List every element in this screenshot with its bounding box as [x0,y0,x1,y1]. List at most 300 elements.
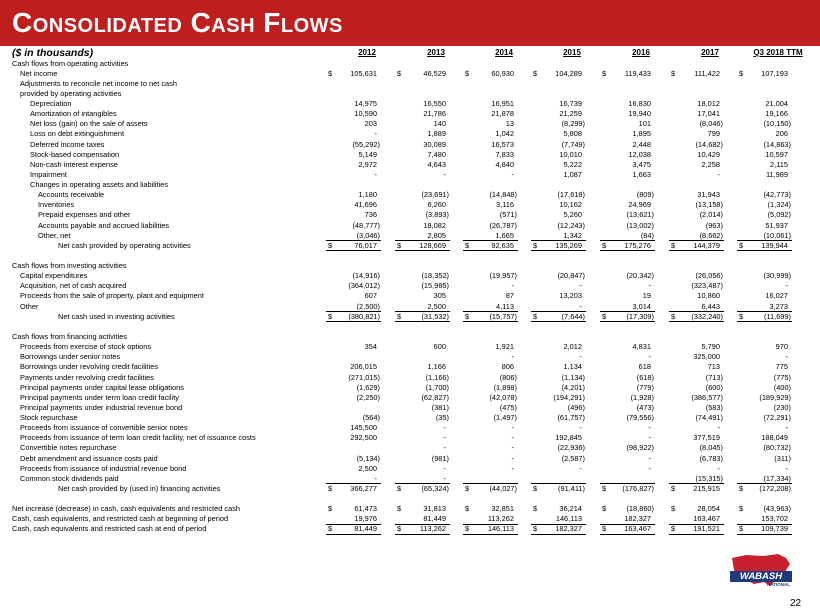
value-cell: 128,669 [419,240,446,250]
value-cell: - [717,463,720,473]
row-label: Proceeds from exercise of stock options [20,342,152,352]
value-cell: - [717,169,720,179]
table-row [0,302,820,312]
value-cell: (8,299) [561,119,585,129]
table-row [0,231,820,241]
value-cell: 135,269 [555,240,582,250]
value-cell: (44,027) [489,483,517,493]
value-cell: (618) [636,372,654,382]
row-label: Principal payments under industrial revenue bond [20,402,183,412]
value-cell: 18,082 [423,220,446,230]
dollar-sign: $ [397,68,402,78]
table-row [0,261,820,271]
row-label: Inventories [38,200,75,210]
dollar-sign: $ [533,504,538,514]
table-row [0,160,820,170]
value-cell: 31,813 [423,504,446,514]
row-label: Cash flows from financing activities [12,332,128,341]
value-cell: 1,180 [358,190,377,200]
value-cell: (5,092) [767,210,791,220]
value-cell: (84) [640,230,654,240]
value-cell: (18,860) [626,504,654,514]
row-label: Adjustments to reconcile net income to net cash [20,78,177,88]
value-cell: (98,922) [626,443,654,453]
value-cell: (386,577) [691,392,723,402]
value-cell: (61,757) [557,413,585,423]
value-cell: - [443,443,446,453]
value-cell: 10,597 [765,149,788,159]
dollar-sign: $ [328,483,333,493]
value-cell: 28,054 [697,504,720,514]
value-cell: 713 [707,362,720,372]
value-cell: - [785,352,788,362]
row-label: Convertible notes repurchase [20,443,117,453]
row-label: Net cash provided by operating activities [58,240,191,250]
row-label: Payments under revolving credit facilities [20,372,154,382]
row-label: Borrowings under revolving credit facilities [20,362,159,372]
value-cell: (13,158) [695,200,723,210]
value-cell: (1,324) [767,200,791,210]
value-cell: 1,134 [563,362,582,372]
value-cell: (2,014) [699,210,723,220]
value-cell: 607 [364,291,377,301]
value-cell: 101 [638,119,651,129]
value-cell: 775 [775,362,788,372]
value-cell: 2,500 [358,463,377,473]
value-cell: (17,334) [763,473,791,483]
value-cell: (713) [705,372,723,382]
table-row [0,291,820,301]
column-header: 2015 [563,48,581,57]
value-cell: 107,193 [761,68,788,78]
value-cell: (20,847) [557,271,585,281]
value-cell: - [511,463,514,473]
value-cell: - [648,281,651,291]
dollar-sign: $ [739,311,744,321]
value-cell: (1,134) [561,372,585,382]
value-cell: 2,972 [358,159,377,169]
value-cell: (194,291) [553,392,585,402]
value-cell: 17,041 [697,109,720,119]
row-label: Prepaid expenses and other [38,210,131,220]
value-cell: (74,491) [695,413,723,423]
row-label: Other, net [38,230,71,240]
value-cell: 105,631 [350,68,377,78]
dollar-sign: $ [602,68,607,78]
value-cell: 61,473 [354,504,377,514]
value-cell: 5,260 [563,210,582,220]
value-cell: (15,985) [421,281,449,291]
dollar-sign: $ [397,240,402,250]
underline-rule [737,534,792,535]
value-cell: 109,739 [761,524,788,534]
value-cell: - [717,423,720,433]
row-label: Proceeds from issuance of term loan credit facility, net of issuance costs [20,433,256,443]
table-row [0,150,820,160]
value-cell: (15,315) [695,473,723,483]
row-label: Net income [20,68,58,78]
value-cell: - [648,423,651,433]
value-cell: 145,500 [350,423,377,433]
value-cell: (1,700) [425,382,449,392]
value-cell: 175,276 [624,240,651,250]
value-cell: 18,012 [697,99,720,109]
value-cell: 19,166 [765,109,788,119]
row-label: provided by operating activities [20,88,122,98]
table-row [0,170,820,180]
value-cell: 30,089 [423,139,446,149]
value-cell: 24,969 [628,200,651,210]
value-cell: (17,309) [626,311,654,321]
value-cell: - [511,433,514,443]
dollar-sign: $ [533,524,538,534]
column-header: 2012 [358,48,376,57]
table-row [0,241,820,251]
dollar-sign: $ [602,311,607,321]
row-label: Other [20,301,39,311]
value-cell: - [579,352,582,362]
value-cell: (3,893) [425,210,449,220]
value-cell: 46,529 [423,68,446,78]
value-cell: 3,273 [769,301,788,311]
value-cell: (1,629) [356,382,380,392]
value-cell: 60,930 [491,68,514,78]
value-cell: 144,379 [693,240,720,250]
value-cell: 21,259 [559,109,582,119]
value-cell: (18,352) [421,271,449,281]
value-cell: - [511,453,514,463]
table-row [0,403,820,413]
value-cell: - [443,169,446,179]
row-label: Cash flows from investing activities [12,261,127,271]
value-cell: (43,963) [763,504,791,514]
value-cell: (963) [705,220,723,230]
value-cell: (79,556) [626,413,654,423]
value-cell: 4,840 [495,159,514,169]
value-cell: - [579,301,582,311]
value-cell: 21,786 [423,109,446,119]
value-cell: 600 [433,342,446,352]
value-cell: 2,805 [427,230,446,240]
value-cell: - [511,423,514,433]
row-label: Proceeds from issuance of industrial revenue bond [20,463,187,473]
value-cell: 111,422 [694,68,720,78]
row-label: Non-cash interest expense [30,159,118,169]
value-cell: 206 [775,129,788,139]
value-cell: 76,017 [354,240,377,250]
table-row [0,271,820,281]
column-header: 2016 [632,48,650,57]
row-label: Deferred income taxes [30,139,105,149]
value-cell: (10,061) [763,230,791,240]
value-cell: - [443,473,446,483]
table-row [0,312,820,322]
value-cell: (189,929) [759,392,791,402]
table-row [0,332,820,342]
table-row [0,140,820,150]
dollar-sign: $ [602,240,607,250]
value-cell: (564) [362,413,380,423]
value-cell: (17,618) [557,190,585,200]
value-cell: 3,116 [496,200,514,210]
dollar-sign: $ [671,68,676,78]
value-cell: - [648,463,651,473]
table-row [0,383,820,393]
value-cell: (311) [774,453,791,463]
value-cell: (6,783) [699,453,723,463]
row-label: Stock-based compensation [30,149,120,159]
value-cell: (8,662) [699,230,723,240]
value-cell: - [511,443,514,453]
value-cell: (42,078) [489,392,517,402]
value-cell: 146,113 [555,514,582,524]
table-row [0,524,820,534]
underline-rule [395,534,450,535]
value-cell: (91,411) [558,483,585,493]
value-cell: 163,467 [693,514,720,524]
dollar-sign: $ [397,311,402,321]
value-cell: 92,635 [491,240,514,250]
row-label: Proceeds from issuance of convertible senior notes [20,423,188,433]
value-cell: 6,260 [427,200,446,210]
value-cell: 970 [775,342,788,352]
value-cell: (4,201) [561,382,585,392]
table-row [0,89,820,99]
value-cell: - [374,129,377,139]
row-label: Loss on debt extinguishment [30,129,125,139]
value-cell: 1,663 [632,169,651,179]
value-cell: (271,015) [348,372,380,382]
table-row [0,474,820,484]
dollar-sign: $ [465,311,470,321]
value-cell: 1,665 [495,230,514,240]
value-cell: 81,449 [354,524,377,534]
column-header: 2013 [427,48,445,57]
dollar-sign: $ [465,240,470,250]
value-cell: (14,863) [763,139,791,149]
value-cell: 139,944 [761,240,788,250]
value-cell: - [648,352,651,362]
row-label: Cash, cash equivalents and restricted cash at end of period [12,524,207,534]
dollar-sign: $ [328,524,333,534]
value-cell: 1,166 [427,362,446,372]
value-cell: (381) [431,402,449,412]
value-cell: (473) [636,402,654,412]
value-cell: 182,327 [624,514,651,524]
dollar-sign: $ [602,504,607,514]
value-cell: (2,250) [356,392,380,402]
column-header: 2014 [495,48,513,57]
value-cell: 10,010 [559,149,582,159]
value-cell: (20,342) [626,271,654,281]
value-cell: 1,342 [563,230,582,240]
value-cell: (13,621) [626,210,654,220]
row-label: Common stock dividends paid [20,473,119,483]
value-cell: 11,989 [765,169,788,179]
page-number: 22 [790,598,802,609]
value-cell: 32,851 [491,504,514,514]
dollar-sign: $ [739,240,744,250]
title-bar [0,0,820,46]
value-cell: 13,203 [559,291,582,301]
table-row [0,109,820,119]
value-cell: 10,860 [697,291,720,301]
value-cell: 618 [638,362,651,372]
value-cell: - [648,433,651,443]
value-cell: 4,643 [427,159,446,169]
row-label: Net loss (gain) on the sale of assets [30,119,148,129]
value-cell: 354 [364,342,377,352]
dollar-sign: $ [397,524,402,534]
dollar-sign: $ [533,240,538,250]
table-row [0,221,820,231]
value-cell: (10,150) [763,119,791,129]
value-cell: (80,732) [763,443,791,453]
row-label: Amortization of intangibles [30,109,117,119]
value-cell: 5,222 [563,159,582,169]
value-cell: - [785,423,788,433]
row-label: Acquisition, net of cash acquired [20,281,127,291]
value-cell: (14,848) [489,190,517,200]
value-cell: (7,749) [561,139,585,149]
row-label: Cash flows from operating activities [12,58,129,68]
value-cell: 799 [707,129,720,139]
underline-rule [463,534,518,535]
value-cell: 21,878 [491,109,514,119]
row-label: Net increase (decrease) in cash, cash equivalents and restricted cash [12,504,240,514]
dollar-sign: $ [739,483,744,493]
value-cell: 16,027 [765,291,788,301]
value-cell: (22,936) [557,443,585,453]
value-cell: 119,433 [624,68,651,78]
value-cell: 16,739 [559,99,582,109]
dollar-sign: $ [328,240,333,250]
value-cell: 113,262 [487,514,514,524]
value-cell: 203 [364,119,377,129]
value-cell: 292,500 [350,433,377,443]
table-row [0,210,820,220]
value-cell: (230) [773,402,791,412]
value-cell: 1,895 [632,129,651,139]
value-cell: 16,951 [491,99,514,109]
value-cell: 146,113 [487,524,514,534]
value-cell: (7,644) [561,311,585,321]
value-cell: 12,038 [628,149,651,159]
value-cell: (2,587) [561,453,585,463]
value-cell: 19,940 [628,109,651,119]
value-cell: (332,240) [691,311,723,321]
table-row [0,200,820,210]
value-cell: - [443,463,446,473]
table-row [0,484,820,494]
value-cell: 366,277 [350,483,377,493]
dollar-sign: $ [602,524,607,534]
value-cell: (496) [567,402,585,412]
value-cell: 4,831 [632,342,651,352]
value-cell: 1,889 [427,129,446,139]
row-label: Principal payments under capital lease obligations [20,382,184,392]
underline-rule [326,534,381,535]
dollar-sign: $ [533,68,538,78]
dollar-sign: $ [397,483,402,493]
value-cell: (1,898) [493,382,517,392]
dollar-sign: $ [328,68,333,78]
underline-rule [531,534,586,535]
value-cell: 19,976 [354,514,377,524]
dollar-sign: $ [671,524,676,534]
value-cell: 51,937 [765,220,788,230]
value-cell: 13 [505,119,514,129]
value-cell: (2,500) [356,301,380,311]
value-cell: (62,827) [421,392,449,402]
row-label: Cash, cash equivalents, and restricted cash at beginning of period [12,514,229,524]
value-cell: 2,258 [701,159,720,169]
value-cell: 113,262 [419,524,446,534]
value-cell: (30,999) [763,271,791,281]
value-cell: 806 [501,362,514,372]
value-cell: (11,699) [764,311,791,321]
page-title: Consolidated Cash Flows [12,7,343,38]
value-cell: 10,162 [559,200,582,210]
value-cell: 87 [505,291,514,301]
row-label: Principal payments under term loan credit facility [20,392,179,402]
value-cell: (12,243) [557,220,585,230]
value-cell: (1,497) [493,413,517,423]
row-label: Net cash provided by (used in) financing activities [58,483,221,493]
value-cell: (1,166) [425,372,449,382]
value-cell: (323,487) [691,281,723,291]
logo-subtext: NATIONAL [767,582,790,587]
value-cell: 305 [433,291,446,301]
value-cell: (3,046) [356,230,380,240]
units-label: ($ in thousands) [12,47,94,59]
value-cell: (31,532) [421,311,449,321]
value-cell: (35) [435,413,449,423]
value-cell: 2,012 [563,342,582,352]
value-cell: (600) [705,382,723,392]
value-cell: 21,004 [765,99,788,109]
value-cell: (380,821) [348,311,380,321]
value-cell: (981) [431,453,449,463]
value-cell: 377,519 [693,433,720,443]
table-row [0,322,820,332]
table-row [0,79,820,89]
value-cell: 2,115 [770,159,788,169]
value-cell: 206,015 [350,362,377,372]
value-cell: - [511,352,514,362]
table-row [0,494,820,504]
value-cell: 7,480 [427,149,446,159]
row-label: Capital expenditures [20,271,88,281]
value-cell: 215,915 [693,483,720,493]
dollar-sign: $ [465,524,470,534]
value-cell: 192,845 [555,433,582,443]
value-cell: (42,773) [763,190,791,200]
dollar-sign: $ [602,483,607,493]
value-cell: (5,134) [356,453,380,463]
row-label: Depreciation [30,99,72,109]
value-cell: - [374,473,377,483]
table-row [0,352,820,362]
table-row [0,433,820,443]
value-cell: - [648,453,651,463]
row-label: Debt amendment and issuance costs paid [20,453,158,463]
value-cell: 41,696 [354,200,377,210]
table-row [0,413,820,423]
dollar-sign: $ [739,524,744,534]
value-cell: (806) [499,372,517,382]
value-cell: - [374,169,377,179]
